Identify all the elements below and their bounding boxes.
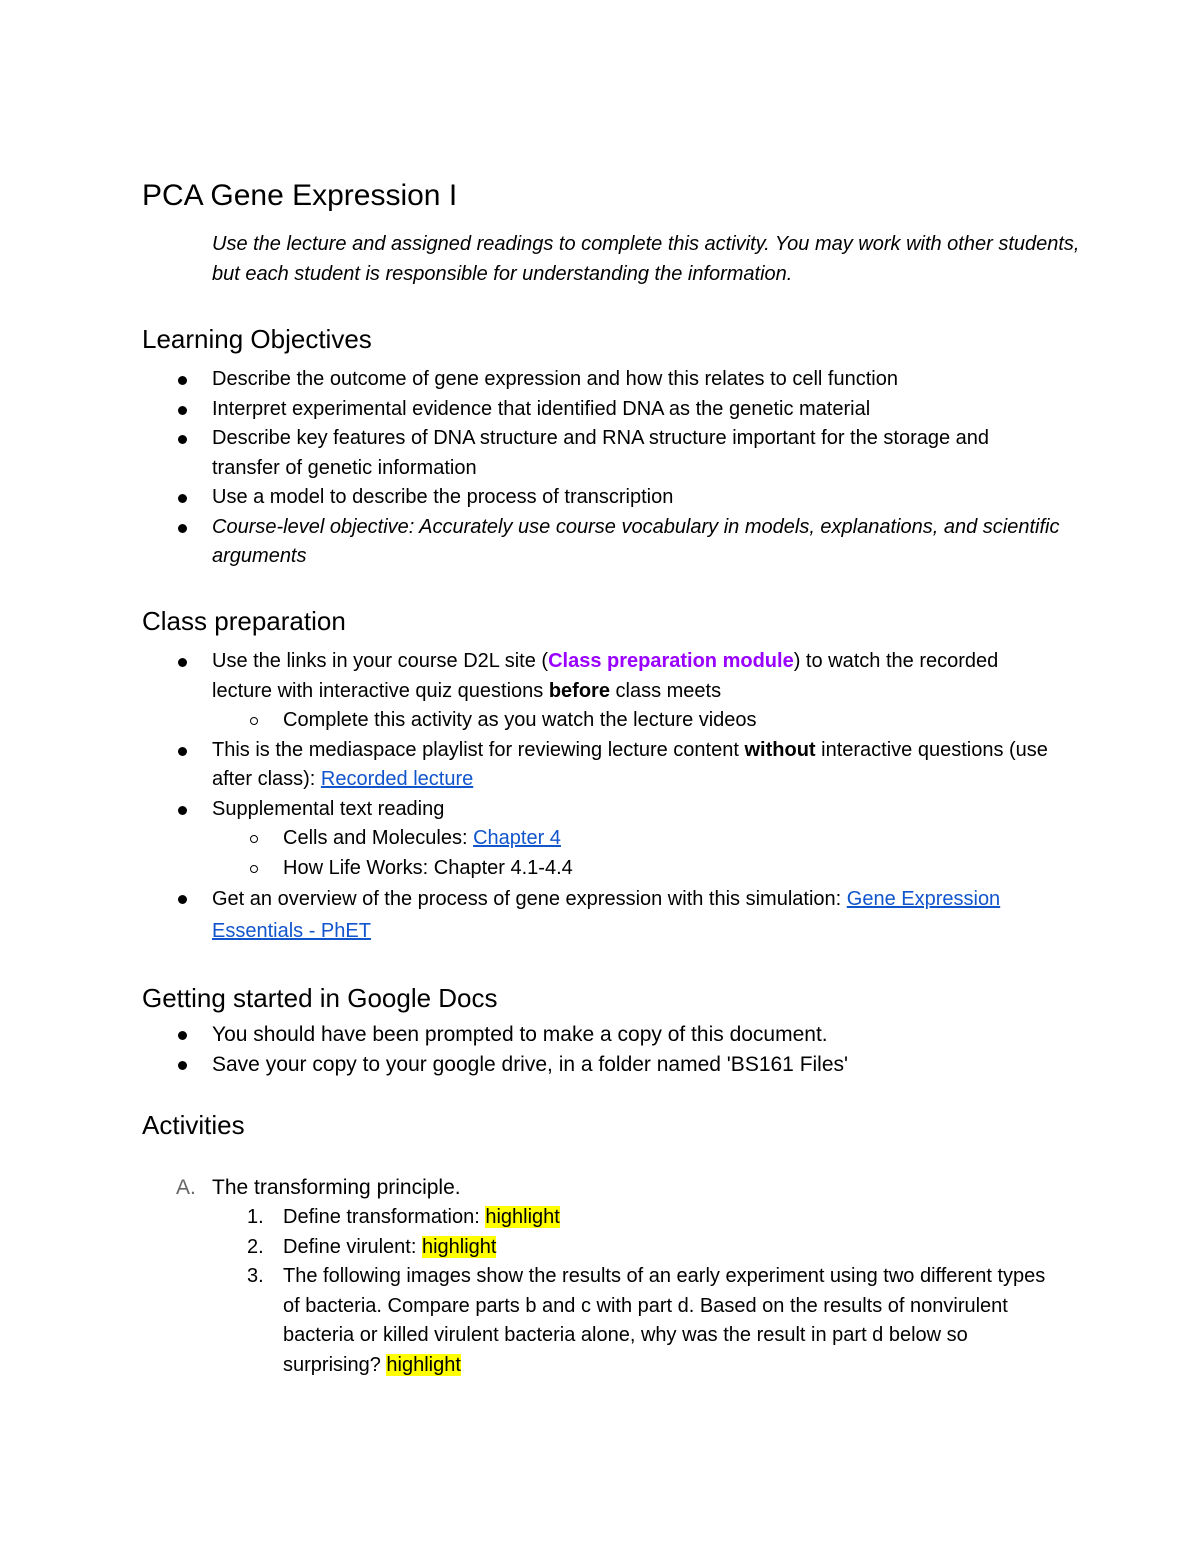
circle-bullet-icon [250, 717, 258, 725]
document-title: PCA Gene Expression I [142, 179, 458, 212]
list-item: Use the links in your course D2L site (Class preparation module) to watch the recorded lecture with interactive quiz questions before class meets [142, 647, 1062, 706]
learning-objectives-list [142, 365, 1062, 572]
circle-bullet-icon [250, 835, 258, 843]
question-1: 1. Define transformation: highlight [142, 1203, 1062, 1233]
list-item: Get an overview of the process of gene expression with this simulation: Gene Expression Essentials - PhET [142, 883, 1062, 947]
question-3: 3. The following images show the results of an early experiment using two different types of bacteria. Compare parts b and c with part d. Based on the results of nonvirulent bacteria or killed virulent bacteria alone, why was the result in part d below so surprising? highlight [142, 1262, 1063, 1380]
highlight-answer[interactable]: highlight [485, 1206, 560, 1228]
list-item: Supplemental text reading [142, 795, 1062, 825]
class-preparation-list [142, 647, 1062, 947]
bullet-icon [178, 494, 187, 503]
gene-expression-phet-link[interactable]: Gene Expression Essentials - PhET [212, 888, 1001, 942]
chapter-4-link[interactable]: Chapter 4 [473, 827, 561, 849]
list-item: Cells and Molecules: Chapter 4 [142, 824, 1062, 854]
bullet-icon [178, 747, 187, 756]
list-item: You should have been prompted to make a copy of this document. [142, 1020, 1062, 1050]
list-item: Use a model to describe the process of transcription [142, 483, 1062, 513]
section-marker: A. [176, 1176, 196, 1199]
heading-activities: Activities [142, 1110, 245, 1140]
highlight-answer[interactable]: highlight [421, 1235, 497, 1258]
question-number: 1. [247, 1206, 264, 1228]
google-docs-list [142, 1020, 1062, 1079]
bullet-icon [178, 435, 187, 444]
bullet-icon [178, 524, 187, 533]
heading-learning-objectives: Learning Objectives [142, 324, 372, 354]
bullet-icon [178, 1031, 187, 1040]
bullet-icon [178, 406, 187, 415]
bullet-icon [178, 658, 187, 667]
activity-section-a: A. The transforming principle. [142, 1172, 1062, 1203]
bullet-icon [178, 1061, 187, 1070]
list-item: Describe the outcome of gene expression and how this relates to cell function [142, 365, 1062, 395]
list-item: How Life Works: Chapter 4.1-4.4 [142, 854, 1062, 884]
heading-google-docs: Getting started in Google Docs [142, 983, 498, 1013]
question-number: 3. [247, 1265, 264, 1287]
class-preparation-module-label: Class preparation module [548, 650, 794, 672]
bullet-icon [178, 895, 187, 904]
activities-list [142, 1172, 1062, 1380]
list-item: This is the mediaspace playlist for reviewing lecture content without interactive questions (use after class): Recorded lecture [142, 736, 1062, 795]
recorded-lecture-link[interactable]: Recorded lecture [320, 768, 474, 790]
heading-class-preparation: Class preparation [142, 606, 346, 636]
bullet-icon [178, 376, 187, 385]
question-number: 2. [247, 1235, 264, 1258]
list-item: Complete this activity as you watch the lecture videos [142, 706, 1062, 736]
intro-text: Use the lecture and assigned readings to complete this activity. You may work with other students, but each student is responsible for understanding the information. [212, 233, 1080, 285]
bullet-icon [178, 806, 187, 815]
list-item: Interpret experimental evidence that identified DNA as the genetic material [142, 395, 1062, 425]
list-item: Save your copy to your google drive, in a folder named 'BS161 Files' [142, 1050, 1062, 1080]
list-item: Course-level objective: Accurately use course vocabulary in models, explanations, and scientific arguments [142, 513, 1062, 572]
highlight-answer[interactable]: highlight [386, 1353, 461, 1376]
circle-bullet-icon [250, 865, 258, 873]
list-item: Describe key features of DNA structure and RNA structure important for the storage and transfer of genetic information [142, 424, 1062, 483]
question-2: 2. Define virulent: highlight [142, 1233, 1062, 1263]
